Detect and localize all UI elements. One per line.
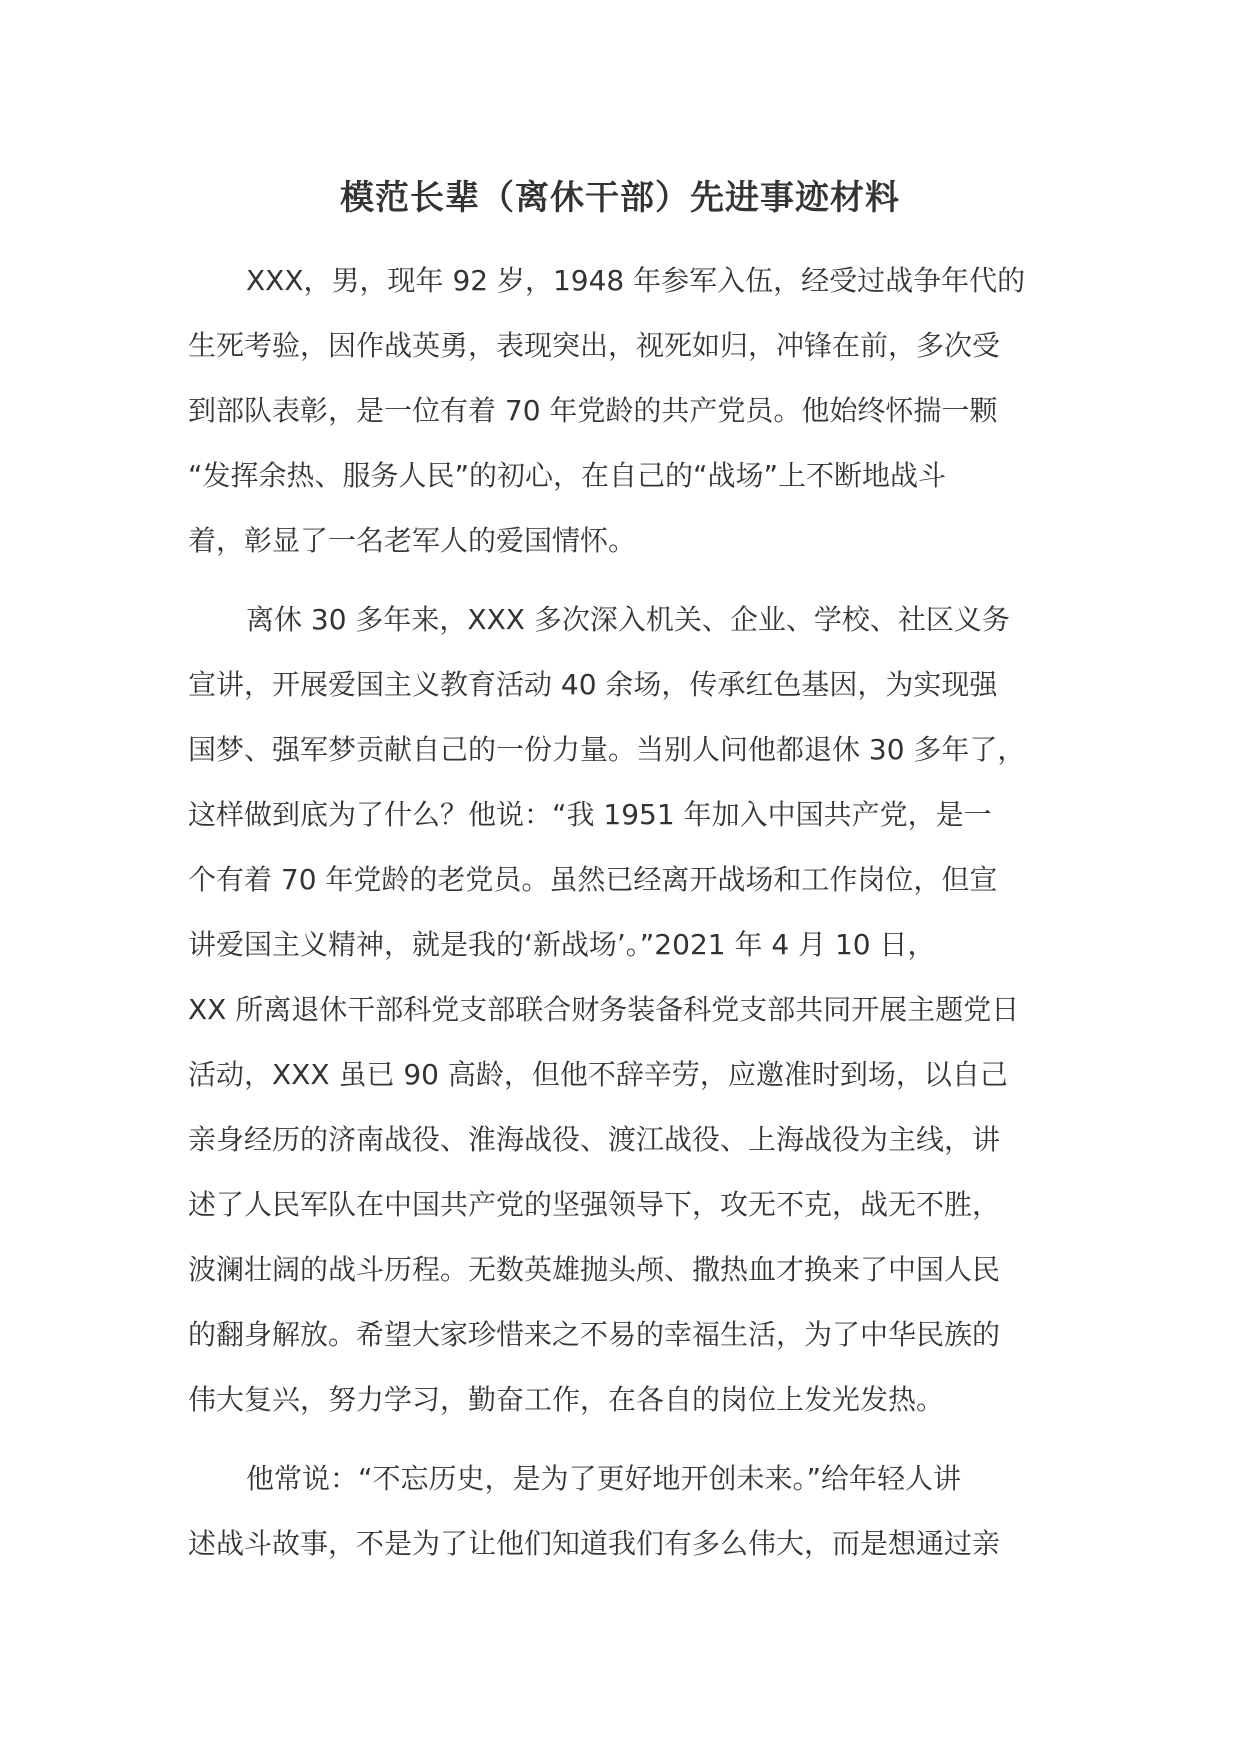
text-line: 述了人民军队在中国共产党的坚强领导下，攻无不克，战无不胜， bbox=[188, 1188, 1001, 1221]
text-line: 讲爱国主义精神，就是我的‘新战场’。”2021 年 4 月 10 日， bbox=[188, 928, 936, 961]
text-line: 伟大复兴，努力学习，勤奋工作，在各自的岗位上发光发热。 bbox=[188, 1383, 945, 1416]
text-line: 波澜壮阔的战斗历程。无数英雄抛头颅、撒热血才换来了中国人民 bbox=[188, 1253, 1001, 1286]
paragraph-2 bbox=[188, 587, 1068, 1432]
text-line: 离休 30 多年来，XXX 多次深入机关、企业、学校、社区义务 bbox=[246, 603, 1010, 636]
document-body bbox=[188, 248, 1068, 1590]
text-line: 这样做到底为了什么？他说：“我 1951 年加入中国共产党，是一 bbox=[188, 798, 992, 831]
text-line: 述战斗故事，不是为了让他们知道我们有多么伟大，而是想通过亲 bbox=[188, 1527, 1001, 1560]
text-line: 宣讲，开展爱国主义教育活动 40 余场，传承红色基因，为实现强 bbox=[188, 668, 998, 701]
document-title: 模范长辈（离休干部）先进事迹材料 bbox=[340, 178, 900, 218]
text-line: 着，彰显了一名老军人的爱国情怀。 bbox=[188, 524, 637, 557]
text-line: 活动，XXX 虽已 90 高龄，但他不辞辛劳，应邀准时到场，以自己 bbox=[188, 1058, 1008, 1091]
text-line: 个有着 70 年党龄的老党员。虽然已经离开战场和工作岗位，但宣 bbox=[188, 863, 998, 896]
paragraph-1 bbox=[188, 248, 1068, 573]
text-line: 生死考验，因作战英勇，表现突出，视死如归，冲锋在前，多次受 bbox=[188, 329, 1001, 362]
text-line: “发挥余热、服务人民”的初心，在自己的“战场”上不断地战斗 bbox=[188, 459, 947, 492]
text-line: XX 所离退休干部科党支部联合财务装备科党支部共同开展主题党日 bbox=[188, 993, 1020, 1026]
text-line: 他常说：“不忘历史，是为了更好地开创未来。”给年轻人讲 bbox=[246, 1462, 962, 1495]
text-line: 的翻身解放。希望大家珍惜来之不易的幸福生活，为了中华民族的 bbox=[188, 1318, 1001, 1351]
paragraph-3 bbox=[188, 1446, 1068, 1576]
text-line: 亲身经历的济南战役、淮海战役、渡江战役、上海战役为主线，讲 bbox=[188, 1123, 1001, 1156]
text-line: XXX，男，现年 92 岁，1948 年参军入伍，经受过战争年代的 bbox=[246, 264, 1026, 297]
text-line: 国梦、强军梦贡献自己的一份力量。当别人问他都退休 30 多年了， bbox=[188, 733, 1026, 766]
text-line: 到部队表彰，是一位有着 70 年党龄的共产党员。他始终怀揣一颗 bbox=[188, 394, 998, 427]
